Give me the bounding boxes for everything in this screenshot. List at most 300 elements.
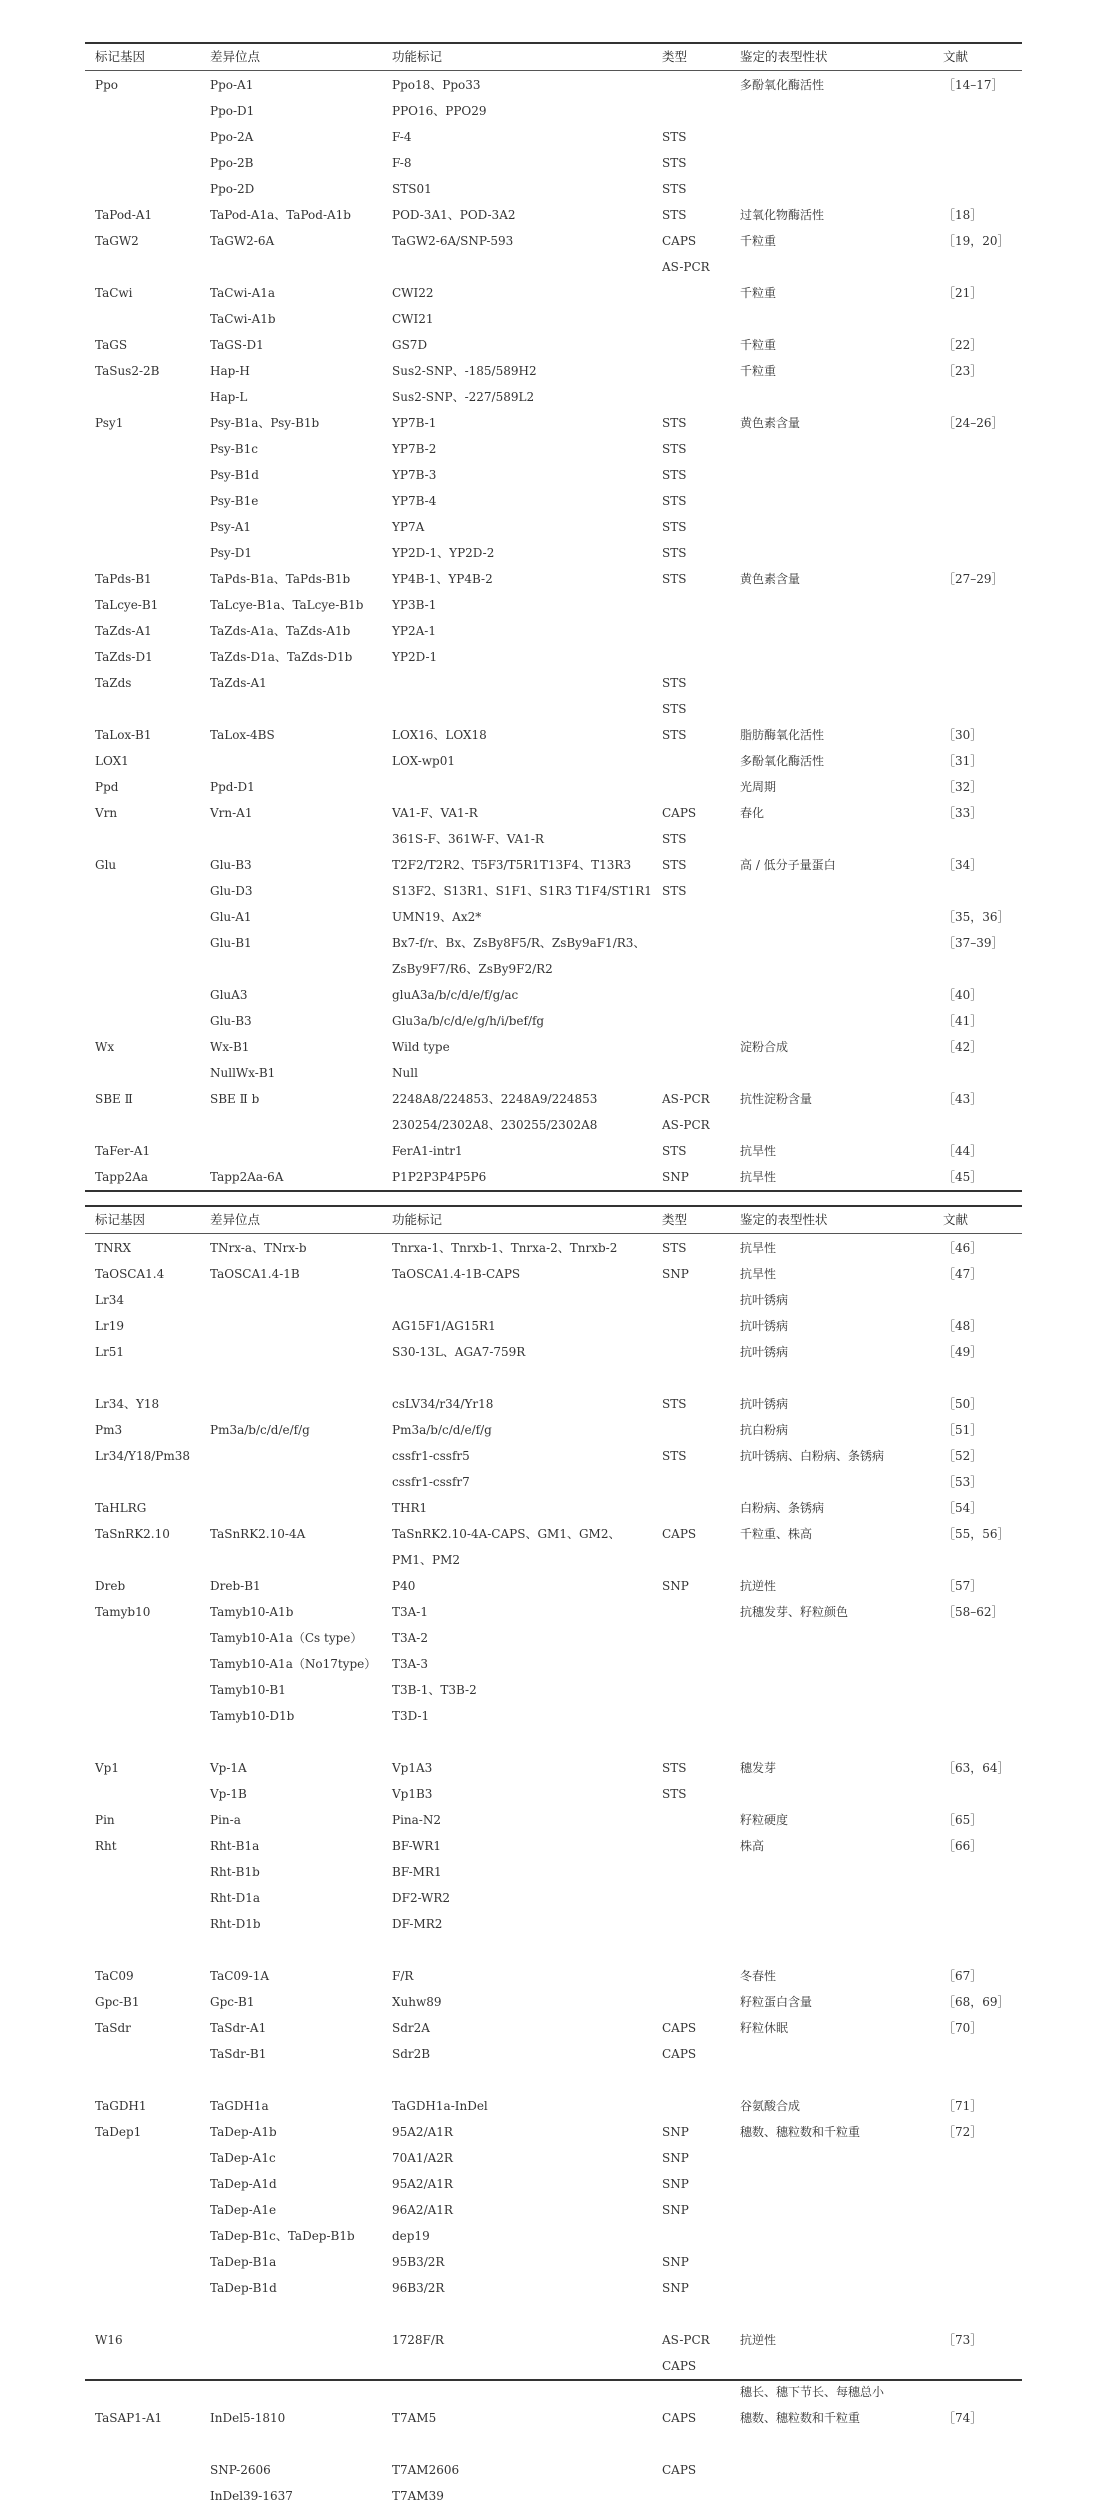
marker-type-cell: CAPS [662, 2359, 697, 2373]
phenotype-trait-cell: 穗数、穗粒数和千粒重 [740, 2125, 861, 2139]
functional-marker-cell: cssfr1-cssfr7 [392, 1475, 470, 1489]
table-row [85, 566, 1022, 592]
marker-gene-cell: Wx [95, 1040, 115, 1054]
phenotype-trait-cell: 抗旱性 [740, 1144, 777, 1158]
table-row [85, 1287, 1022, 1313]
marker-gene-cell: TaGS [95, 338, 128, 352]
table-row [85, 1164, 1022, 1190]
table-row [85, 306, 1022, 332]
table-row [85, 2483, 1022, 2509]
table-row [85, 1112, 1022, 1138]
table-row [85, 2275, 1022, 2301]
marker-type-cell: SNP [662, 1170, 689, 1184]
table-header [85, 1207, 1022, 1233]
functional-marker-cell: Pina-N2 [392, 1813, 441, 1827]
variant-site-cell: InDel39-1637 [210, 2489, 293, 2503]
phenotype-trait-cell: 抗叶锈病 [740, 1345, 789, 1359]
reference-cell: ［32］ [943, 780, 983, 794]
table-row [85, 1547, 1022, 1573]
marker-type-cell: STS [662, 156, 687, 170]
reference-cell: ［41］ [943, 1014, 983, 1028]
phenotype-trait-cell: 千粒重 [740, 364, 777, 378]
marker-type-cell: CAPS [662, 806, 697, 820]
reference-cell: ［23］ [943, 364, 983, 378]
table-row [85, 696, 1022, 722]
marker-type-cell: STS [662, 182, 687, 196]
variant-site-cell: TaDep-B1a [210, 2255, 277, 2269]
reference-cell: ［45］ [943, 1170, 983, 1184]
variant-site-cell: Ppo-2D [210, 182, 255, 196]
functional-marker-cell: S13F2、S13R1、S1F1、S1R3 T1F4/ST1R1 [392, 884, 652, 898]
table-row [85, 2223, 1022, 2249]
reference-cell: ［46］ [943, 1241, 983, 1255]
table-row [85, 904, 1022, 930]
table-row [85, 1138, 1022, 1164]
variant-site-cell: NullWx-B1 [210, 1066, 276, 1080]
table-row [85, 2457, 1022, 2483]
marker-type-cell: STS [662, 520, 687, 534]
phenotype-trait-cell: 千粒重、株高 [740, 1527, 813, 1541]
functional-marker-cell: BF-WR1 [392, 1839, 442, 1853]
table-row [85, 1729, 1022, 1755]
functional-marker-cell: DF2-WR2 [392, 1891, 450, 1905]
functional-marker-cell: Vp1A3 [392, 1761, 433, 1775]
functional-marker-cell: T3D-1 [392, 1709, 430, 1723]
functional-marker-cell: Xuhw89 [392, 1995, 442, 2009]
functional-marker-cell: GS7D [392, 338, 428, 352]
variant-site-cell: TaCwi-A1a [210, 286, 276, 300]
table-row [85, 462, 1022, 488]
table-row [85, 436, 1022, 462]
variant-site-cell: Tamyb10-A1a（No17type） [210, 1657, 377, 1671]
variant-site-cell: TaZds-A1 [210, 676, 267, 690]
header-variant-site: 差异位点 [210, 49, 261, 64]
functional-marker-cell: 2248A8/224853、2248A9/224853 [392, 1092, 598, 1106]
phenotype-trait-cell: 抗旱性 [740, 1241, 777, 1255]
marker-gene-cell: W16 [95, 2333, 123, 2347]
reference-cell: ［66］ [943, 1839, 983, 1853]
reference-cell: ［43］ [943, 1092, 983, 1106]
functional-marker-cell: gluA3a/b/c/d/e/f/g/ac [392, 988, 519, 1002]
reference-cell: ［68，69］ [943, 1995, 1010, 2009]
table-row [85, 1521, 1022, 1547]
variant-site-cell: SBE Ⅱ b [210, 1092, 260, 1106]
variant-site-cell: Psy-B1a、Psy-B1b [210, 416, 320, 430]
phenotype-trait-cell: 高 / 低分子量蛋白 [740, 858, 836, 872]
reference-cell: ［72］ [943, 2125, 983, 2139]
functional-marker-cell: AG15F1/AG15R1 [392, 1319, 496, 1333]
phenotype-trait-cell: 春化 [740, 806, 765, 820]
marker-gene-cell: Pm3 [95, 1423, 123, 1437]
functional-marker-cell: BF-MR1 [392, 1865, 442, 1879]
functional-marker-cell: STS01 [392, 182, 432, 196]
variant-site-cell: Tamyb10-A1a（Cs type） [210, 1631, 363, 1645]
table-row [85, 2353, 1022, 2379]
functional-marker-cell: csLV34/r34/Yr18 [392, 1397, 494, 1411]
phenotype-trait-cell: 籽粒硬度 [740, 1813, 789, 1827]
table-row [85, 826, 1022, 852]
marker-gene-cell: TaDep1 [95, 2125, 142, 2139]
functional-marker-cell: P40 [392, 1579, 416, 1593]
variant-site-cell: TaLox-4BS [210, 728, 275, 742]
table-row [85, 540, 1022, 566]
header-marker-type: 类型 [662, 49, 688, 64]
variant-site-cell: Vp-1B [210, 1787, 247, 1801]
functional-marker-cell: YP7A [392, 520, 425, 534]
table-row [85, 2301, 1022, 2327]
table-row [85, 72, 1022, 98]
functional-marker-cell: T3B-1、T3B-2 [392, 1683, 477, 1697]
phenotype-trait-cell: 过氧化物酶活性 [740, 208, 825, 222]
variant-site-cell: Psy-D1 [210, 546, 252, 560]
variant-site-cell: Tapp2Aa-6A [210, 1170, 284, 1184]
marker-type-cell: STS [662, 442, 687, 456]
marker-gene-cell: TaC09 [95, 1969, 134, 1983]
functional-marker-cell: LOX-wp01 [392, 754, 455, 768]
marker-gene-cell: Lr19 [95, 1319, 124, 1333]
reference-cell: ［51］ [943, 1423, 983, 1437]
header-marker-type: 类型 [662, 1212, 688, 1227]
marker-gene-cell: Rht [95, 1839, 117, 1853]
variant-site-cell: Psy-A1 [210, 520, 252, 534]
table-row [85, 956, 1022, 982]
functional-marker-cell: Sus2-SNP、-185/589H2 [392, 364, 537, 378]
table-row [85, 1625, 1022, 1651]
reference-cell: ［55，56］ [943, 1527, 1010, 1541]
reference-cell: ［71］ [943, 2099, 983, 2113]
functional-marker-cell: dep19 [392, 2229, 430, 2243]
functional-marker-cell: T7AM2606 [392, 2463, 460, 2477]
functional-marker-cell: YP2D-1、YP2D-2 [392, 546, 495, 560]
table-row [85, 1339, 1022, 1365]
marker-type-cell: STS [662, 832, 687, 846]
table-row [85, 254, 1022, 280]
variant-site-cell: Tamyb10-D1b [210, 1709, 295, 1723]
functional-marker-cell: ZsBy9F7/R6、ZsBy9F2/R2 [392, 962, 553, 976]
functional-marker-cell: 70A1/A2R [392, 2151, 453, 2165]
variant-site-cell: Tamyb10-B1 [210, 1683, 286, 1697]
marker-gene-cell: TaSus2-2B [95, 364, 160, 378]
marker-gene-cell: Lr51 [95, 1345, 124, 1359]
table-row [85, 2041, 1022, 2067]
marker-type-cell: STS [662, 130, 687, 144]
phenotype-trait-cell: 千粒重 [740, 338, 777, 352]
reference-cell: ［22］ [943, 338, 983, 352]
functional-marker-cell: YP3B-1 [392, 598, 437, 612]
functional-marker-cell: VA1-F、VA1-R [392, 806, 478, 820]
marker-gene-cell: TaCwi [95, 286, 133, 300]
marker-type-cell: SNP [662, 2125, 689, 2139]
functional-marker-cell: 95B3/2R [392, 2255, 445, 2269]
table-row [85, 2431, 1022, 2457]
table-row [85, 358, 1022, 384]
functional-marker-cell: T2F2/T2R2、T5F3/T5R1T13F4、T13R3 [392, 858, 632, 872]
header-reference: 文献 [943, 49, 969, 64]
reference-cell: ［47］ [943, 1267, 983, 1281]
marker-gene-cell: SBE Ⅱ [95, 1092, 133, 1106]
table-row [85, 1807, 1022, 1833]
variant-site-cell: Ppo-A1 [210, 78, 254, 92]
table-row [85, 1086, 1022, 1112]
table-row [85, 332, 1022, 358]
phenotype-trait-cell: 抗叶锈病 [740, 1319, 789, 1333]
functional-marker-cell: DF-MR2 [392, 1917, 443, 1931]
table-row [85, 1911, 1022, 1937]
header-rule [85, 1233, 1022, 1234]
table-row [85, 1651, 1022, 1677]
marker-type-cell: STS [662, 494, 687, 508]
reference-cell: ［37–39］ [943, 936, 1004, 950]
table-row [85, 1599, 1022, 1625]
variant-site-cell: TaDep-A1b [210, 2125, 277, 2139]
header-phenotype-trait: 鉴定的表型性状 [740, 49, 828, 64]
variant-site-cell: Hap-H [210, 364, 250, 378]
table-row [85, 2171, 1022, 2197]
table-row [85, 1060, 1022, 1086]
functional-marker-cell: 230254/2302A8、230255/2302A8 [392, 1118, 598, 1132]
marker-gene-cell: Tapp2Aa [95, 1170, 149, 1184]
functional-marker-cell: T7AM39 [392, 2489, 444, 2503]
functional-marker-cell: F-8 [392, 156, 412, 170]
variant-site-cell: TaDep-A1e [210, 2203, 277, 2217]
phenotype-trait-cell: 抗穗发芽、籽粒颜色 [740, 1605, 849, 1619]
variant-site-cell: TaLcye-B1a、TaLcye-B1b [210, 598, 364, 612]
functional-marker-cell: FerA1-intr1 [392, 1144, 463, 1158]
functional-marker-cell: P1P2P3P4P5P6 [392, 1170, 487, 1184]
phenotype-trait-cell: 千粒重 [740, 234, 777, 248]
reference-cell: ［70］ [943, 2021, 983, 2035]
reference-cell: ［67］ [943, 1969, 983, 1983]
variant-site-cell: Rht-D1b [210, 1917, 261, 1931]
phenotype-trait-cell: 多酚氧化酶活性 [740, 78, 825, 92]
header-functional-marker: 功能标记 [392, 1212, 443, 1227]
functional-marker-cell: T3A-3 [392, 1657, 428, 1671]
table-row [85, 1034, 1022, 1060]
table-row [85, 2379, 1022, 2405]
variant-site-cell: TaDep-A1c [210, 2151, 276, 2165]
reference-cell: ［44］ [943, 1144, 983, 1158]
marker-type-cell: SNP [662, 2255, 689, 2269]
phenotype-trait-cell: 抗旱性 [740, 1170, 777, 1184]
table-row [85, 1313, 1022, 1339]
phenotype-trait-cell: 淀粉合成 [740, 1040, 789, 1054]
table-row [85, 2405, 1022, 2431]
variant-site-cell: InDel5-1810 [210, 2411, 286, 2425]
table-row [85, 1937, 1022, 1963]
marker-gene-cell: Psy1 [95, 416, 124, 430]
table-row [85, 1573, 1022, 1599]
functional-marker-cell: UMN19、Ax2* [392, 910, 482, 924]
table-row [85, 2145, 1022, 2171]
functional-marker-cell: LOX16、LOX18 [392, 728, 487, 742]
table-row [85, 1365, 1022, 1391]
variant-site-cell: Gpc-B1 [210, 1995, 255, 2009]
functional-marker-cell: 95A2/A1R [392, 2177, 453, 2191]
functional-marker-cell: Wild type [392, 1040, 450, 1054]
variant-site-cell: TaPds-B1a、TaPds-B1b [210, 572, 351, 586]
marker-type-cell: CAPS [662, 2047, 697, 2061]
table-row [85, 1008, 1022, 1034]
phenotype-trait-cell: 抗旱性 [740, 1267, 777, 1281]
reference-cell: ［49］ [943, 1345, 983, 1359]
functional-marker-cell: YP7B-1 [392, 416, 437, 430]
marker-gene-cell: Lr34、Y18 [95, 1397, 160, 1411]
marker-type-cell: STS [662, 468, 687, 482]
functional-marker-cell: T3A-2 [392, 1631, 428, 1645]
variant-site-cell: TaSdr-B1 [210, 2047, 267, 2061]
marker-gene-cell: TaGW2 [95, 234, 139, 248]
reference-cell: ［48］ [943, 1319, 983, 1333]
table-row [85, 644, 1022, 670]
functional-marker-cell: YP4B-1、YP4B-2 [392, 572, 493, 586]
variant-site-cell: Tamyb10-A1b [210, 1605, 294, 1619]
variant-site-cell: Vrn-A1 [210, 806, 253, 820]
marker-type-cell: CAPS [662, 234, 697, 248]
variant-site-cell: Ppd-D1 [210, 780, 255, 794]
variant-site-cell: TaDep-B1c、TaDep-B1b [210, 2229, 355, 2243]
phenotype-trait-cell: 黄色素含量 [740, 572, 801, 586]
marker-type-cell: SNP [662, 1267, 689, 1281]
variant-site-cell: TaC09-1A [210, 1969, 270, 1983]
marker-type-cell: CAPS [662, 2463, 697, 2477]
marker-gene-cell: Vrn [95, 806, 118, 820]
table-row [85, 930, 1022, 956]
table-row [85, 1781, 1022, 1807]
reference-cell: ［52］ [943, 1449, 983, 1463]
phenotype-trait-cell: 光周期 [740, 780, 777, 794]
phenotype-trait-cell: 谷氨酸合成 [740, 2099, 801, 2113]
phenotype-trait-cell: 抗逆性 [740, 1579, 777, 1593]
variant-site-cell: Pm3a/b/c/d/e/f/g [210, 1423, 310, 1437]
marker-type-cell: CAPS [662, 2411, 697, 2425]
marker-gene-cell: Lr34/Y18/Pm38 [95, 1449, 190, 1463]
table-header [85, 44, 1022, 70]
functional-marker-cell: Null [392, 1066, 418, 1080]
marker-type-cell: STS [662, 546, 687, 560]
functional-marker-cell: Tnrxa-1、Tnrxb-1、Tnrxa-2、Tnrxb-2 [392, 1241, 618, 1255]
marker-type-cell: SNP [662, 2177, 689, 2191]
functional-marker-cell: Glu3a/b/c/d/e/g/h/i/bef/fg [392, 1014, 545, 1028]
functional-marker-cell: F-4 [392, 130, 412, 144]
table-row [85, 124, 1022, 150]
variant-site-cell: Glu-B3 [210, 858, 252, 872]
variant-site-cell: TaDep-B1d [210, 2281, 277, 2295]
table-row [85, 1469, 1022, 1495]
reference-cell: ［74］ [943, 2411, 983, 2425]
table-row [85, 592, 1022, 618]
functional-marker-cell: TaSnRK2.10-4A-CAPS、GM1、GM2、 [392, 1527, 621, 1541]
reference-cell: ［31］ [943, 754, 983, 768]
reference-cell: ［33］ [943, 806, 983, 820]
variant-site-cell: Glu-B1 [210, 936, 252, 950]
reference-cell: ［42］ [943, 1040, 983, 1054]
reference-cell: ［40］ [943, 988, 983, 1002]
marker-type-cell: AS-PCR [662, 260, 710, 274]
header-reference: 文献 [943, 1212, 969, 1227]
header-functional-marker: 功能标记 [392, 49, 443, 64]
variant-site-cell: Psy-B1e [210, 494, 259, 508]
header-variant-site: 差异位点 [210, 1212, 261, 1227]
marker-gene-cell: TaOSCA1.4 [95, 1267, 165, 1281]
marker-type-cell: SNP [662, 2151, 689, 2165]
reference-cell: ［57］ [943, 1579, 983, 1593]
functional-marker-cell: PM1、PM2 [392, 1553, 460, 1567]
functional-marker-cell: cssfr1-cssfr5 [392, 1449, 470, 1463]
variant-site-cell: Ppo-2B [210, 156, 254, 170]
marker-type-cell: STS [662, 702, 687, 716]
reference-cell: ［54］ [943, 1501, 983, 1515]
table-row [85, 748, 1022, 774]
functional-marker-cell: 1728F/R [392, 2333, 444, 2347]
bottom-rule [85, 2379, 1022, 2381]
table-row [85, 2197, 1022, 2223]
marker-type-cell: CAPS [662, 2021, 697, 2035]
marker-gene-cell: Gpc-B1 [95, 1995, 140, 2009]
marker-gene-cell: TNRX [95, 1241, 132, 1255]
marker-type-cell: STS [662, 208, 687, 222]
marker-gene-cell: TaPod-A1 [95, 208, 153, 222]
table-row [85, 1443, 1022, 1469]
table-row [85, 2015, 1022, 2041]
variant-site-cell: TaPod-A1a、TaPod-A1b [210, 208, 351, 222]
marker-gene-cell: Ppo [95, 78, 118, 92]
marker-gene-cell: Ppd [95, 780, 119, 794]
marker-gene-cell: TaFer-A1 [95, 1144, 151, 1158]
table-row [85, 1235, 1022, 1261]
table-row [85, 1261, 1022, 1287]
marker-type-cell: STS [662, 572, 687, 586]
table-row [85, 1755, 1022, 1781]
functional-marker-cell: YP7B-3 [392, 468, 437, 482]
reference-cell: ［18］ [943, 208, 983, 222]
variant-site-cell: Rht-D1a [210, 1891, 261, 1905]
table-row [85, 1989, 1022, 2015]
functional-marker-cell: Pm3a/b/c/d/e/f/g [392, 1423, 492, 1437]
marker-gene-cell: TaZds-A1 [95, 624, 152, 638]
table-row [85, 1417, 1022, 1443]
reference-cell: ［53］ [943, 1475, 983, 1489]
reference-cell: ［58–62］ [943, 1605, 1004, 1619]
phenotype-trait-cell: 冬春性 [740, 1969, 777, 1983]
marker-type-cell: STS [662, 1787, 687, 1801]
marker-type-cell: STS [662, 1241, 687, 1255]
functional-marker-cell: Ppo18、Ppo33 [392, 78, 481, 92]
phenotype-trait-cell: 籽粒休眠 [740, 2021, 789, 2035]
marker-gene-cell: TaHLRG [95, 1501, 147, 1515]
table-row [85, 150, 1022, 176]
functional-marker-cell: YP2A-1 [392, 624, 436, 638]
functional-marker-cell: Sdr2B [392, 2047, 431, 2061]
marker-gene-cell: TaZds [95, 676, 132, 690]
marker-type-cell: STS [662, 1761, 687, 1775]
variant-site-cell: TaZds-D1a、TaZds-D1b [210, 650, 353, 664]
reference-cell: ［27–29］ [943, 572, 1004, 586]
reference-cell: ［73］ [943, 2333, 983, 2347]
variant-site-cell: TaDep-A1d [210, 2177, 277, 2191]
functional-marker-cell: CWI22 [392, 286, 434, 300]
phenotype-trait-cell: 抗叶锈病 [740, 1397, 789, 1411]
table-row [85, 1391, 1022, 1417]
phenotype-trait-cell: 多酚氧化酶活性 [740, 754, 825, 768]
functional-marker-cell: S30-13L、AGA7-759R [392, 1345, 526, 1359]
phenotype-trait-cell: 穗发芽 [740, 1761, 777, 1775]
functional-marker-cell: Sdr2A [392, 2021, 430, 2035]
marker-type-cell: SNP [662, 2203, 689, 2217]
table-row [85, 2249, 1022, 2275]
bottom-rule [85, 1190, 1022, 1192]
reference-cell: ［21］ [943, 286, 983, 300]
functional-marker-cell: Bx7-f/r、Bx、ZsBy8F5/R、ZsBy9aF1/R3、 [392, 936, 646, 950]
